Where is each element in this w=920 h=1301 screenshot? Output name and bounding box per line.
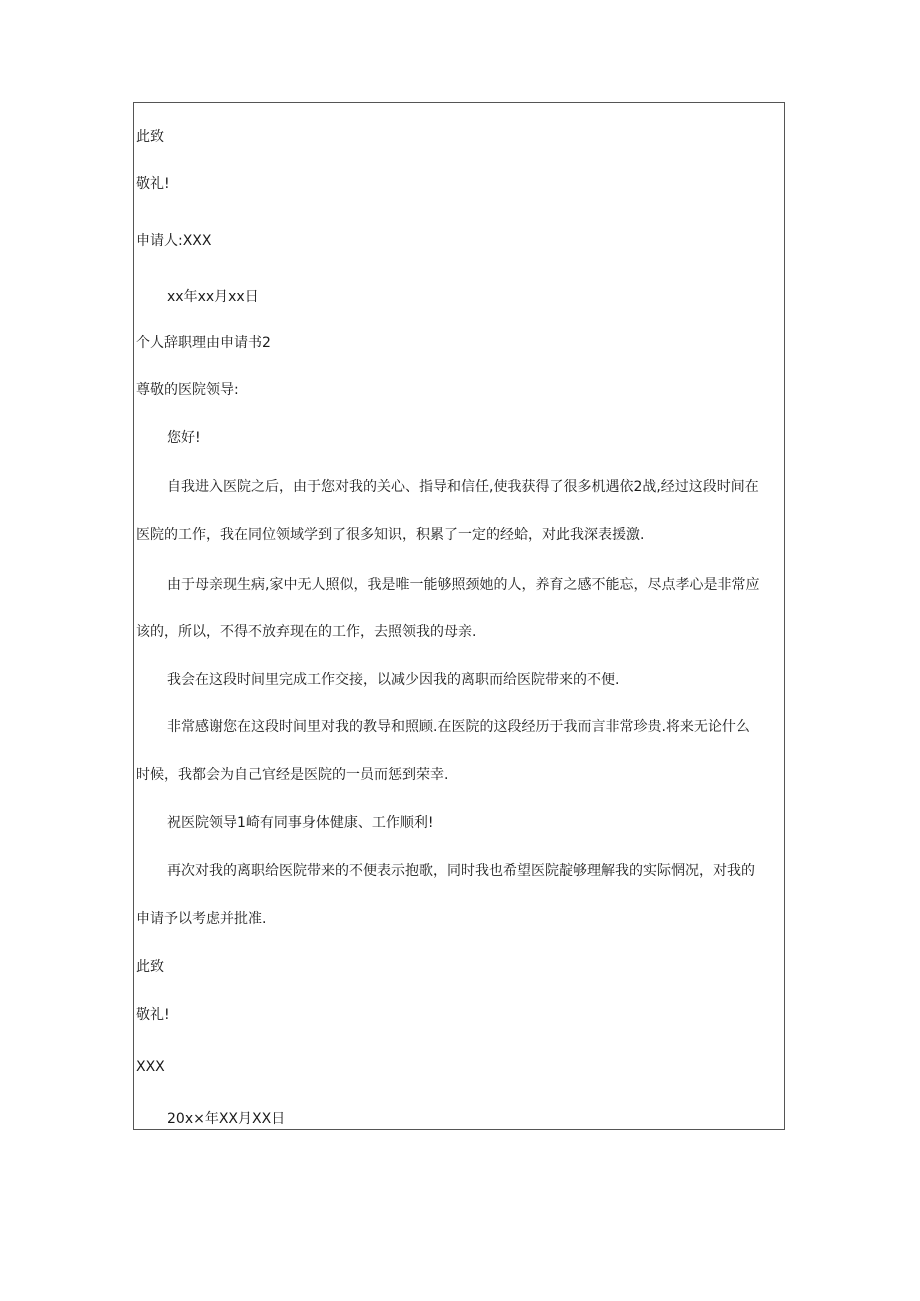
date-line-1: xx年xx月xx日 bbox=[167, 289, 259, 305]
greeting-line: 您好! bbox=[167, 430, 201, 446]
document-frame bbox=[133, 102, 785, 1130]
paragraph-line: 医院的工作，我在同位领域学到了很多知识，积累了一定的经蛤，对此我深表援激. bbox=[136, 527, 645, 543]
paragraph-line: 该的，所以，不得不放弃现在的工作，去照领我的母亲. bbox=[136, 624, 477, 640]
closing-salutation-2: 此致 bbox=[136, 959, 164, 975]
paragraph-line: 申请予以考虑并批准. bbox=[136, 911, 267, 927]
paragraph-line: 再次对我的离职给医院带来的不便表示抱歌，同时我也希望医院靛够理解我的实际惘况，对我的 bbox=[167, 863, 755, 879]
closing-salutation-1: 此致 bbox=[136, 129, 164, 145]
signature-line: XXX bbox=[136, 1059, 165, 1075]
paragraph-line: 我会在这段时间里完成工作交接，以减少因我的离职而给医院带来的不便. bbox=[167, 672, 620, 688]
paragraph-line: 祝医院领导1崎有同事身体健康、工作顺利! bbox=[167, 815, 434, 831]
paragraph-line: 非常感谢您在这段时间里对我的教导和照顾.在医院的这段经历于我而言非常珍贵.将来无论什么 bbox=[167, 719, 750, 735]
date-line-2: 20x×年XX月XX日 bbox=[167, 1111, 286, 1127]
applicant-line: 申请人:XXX bbox=[136, 233, 212, 249]
recipient-line: 尊敬的医院领导: bbox=[136, 382, 239, 398]
closing-respect-1: 敬礼! bbox=[136, 176, 170, 192]
document-title: 个人辞职理由申请书2 bbox=[136, 335, 271, 351]
closing-respect-2: 敬礼! bbox=[136, 1007, 170, 1023]
paragraph-line: 时候，我都会为自己官经是医院的一员而惩到荣幸. bbox=[136, 767, 449, 783]
paragraph-line: 由于母亲现生病,家中无人照似，我是唯一能够照颈她的人，养育之感不能忘，尽点孝心是非常应 bbox=[167, 577, 760, 593]
paragraph-line: 自我进入医院之后，由于您对我的关心、指导和信任,使我获得了很多机遇依2战,经过这段时间在 bbox=[167, 479, 759, 495]
